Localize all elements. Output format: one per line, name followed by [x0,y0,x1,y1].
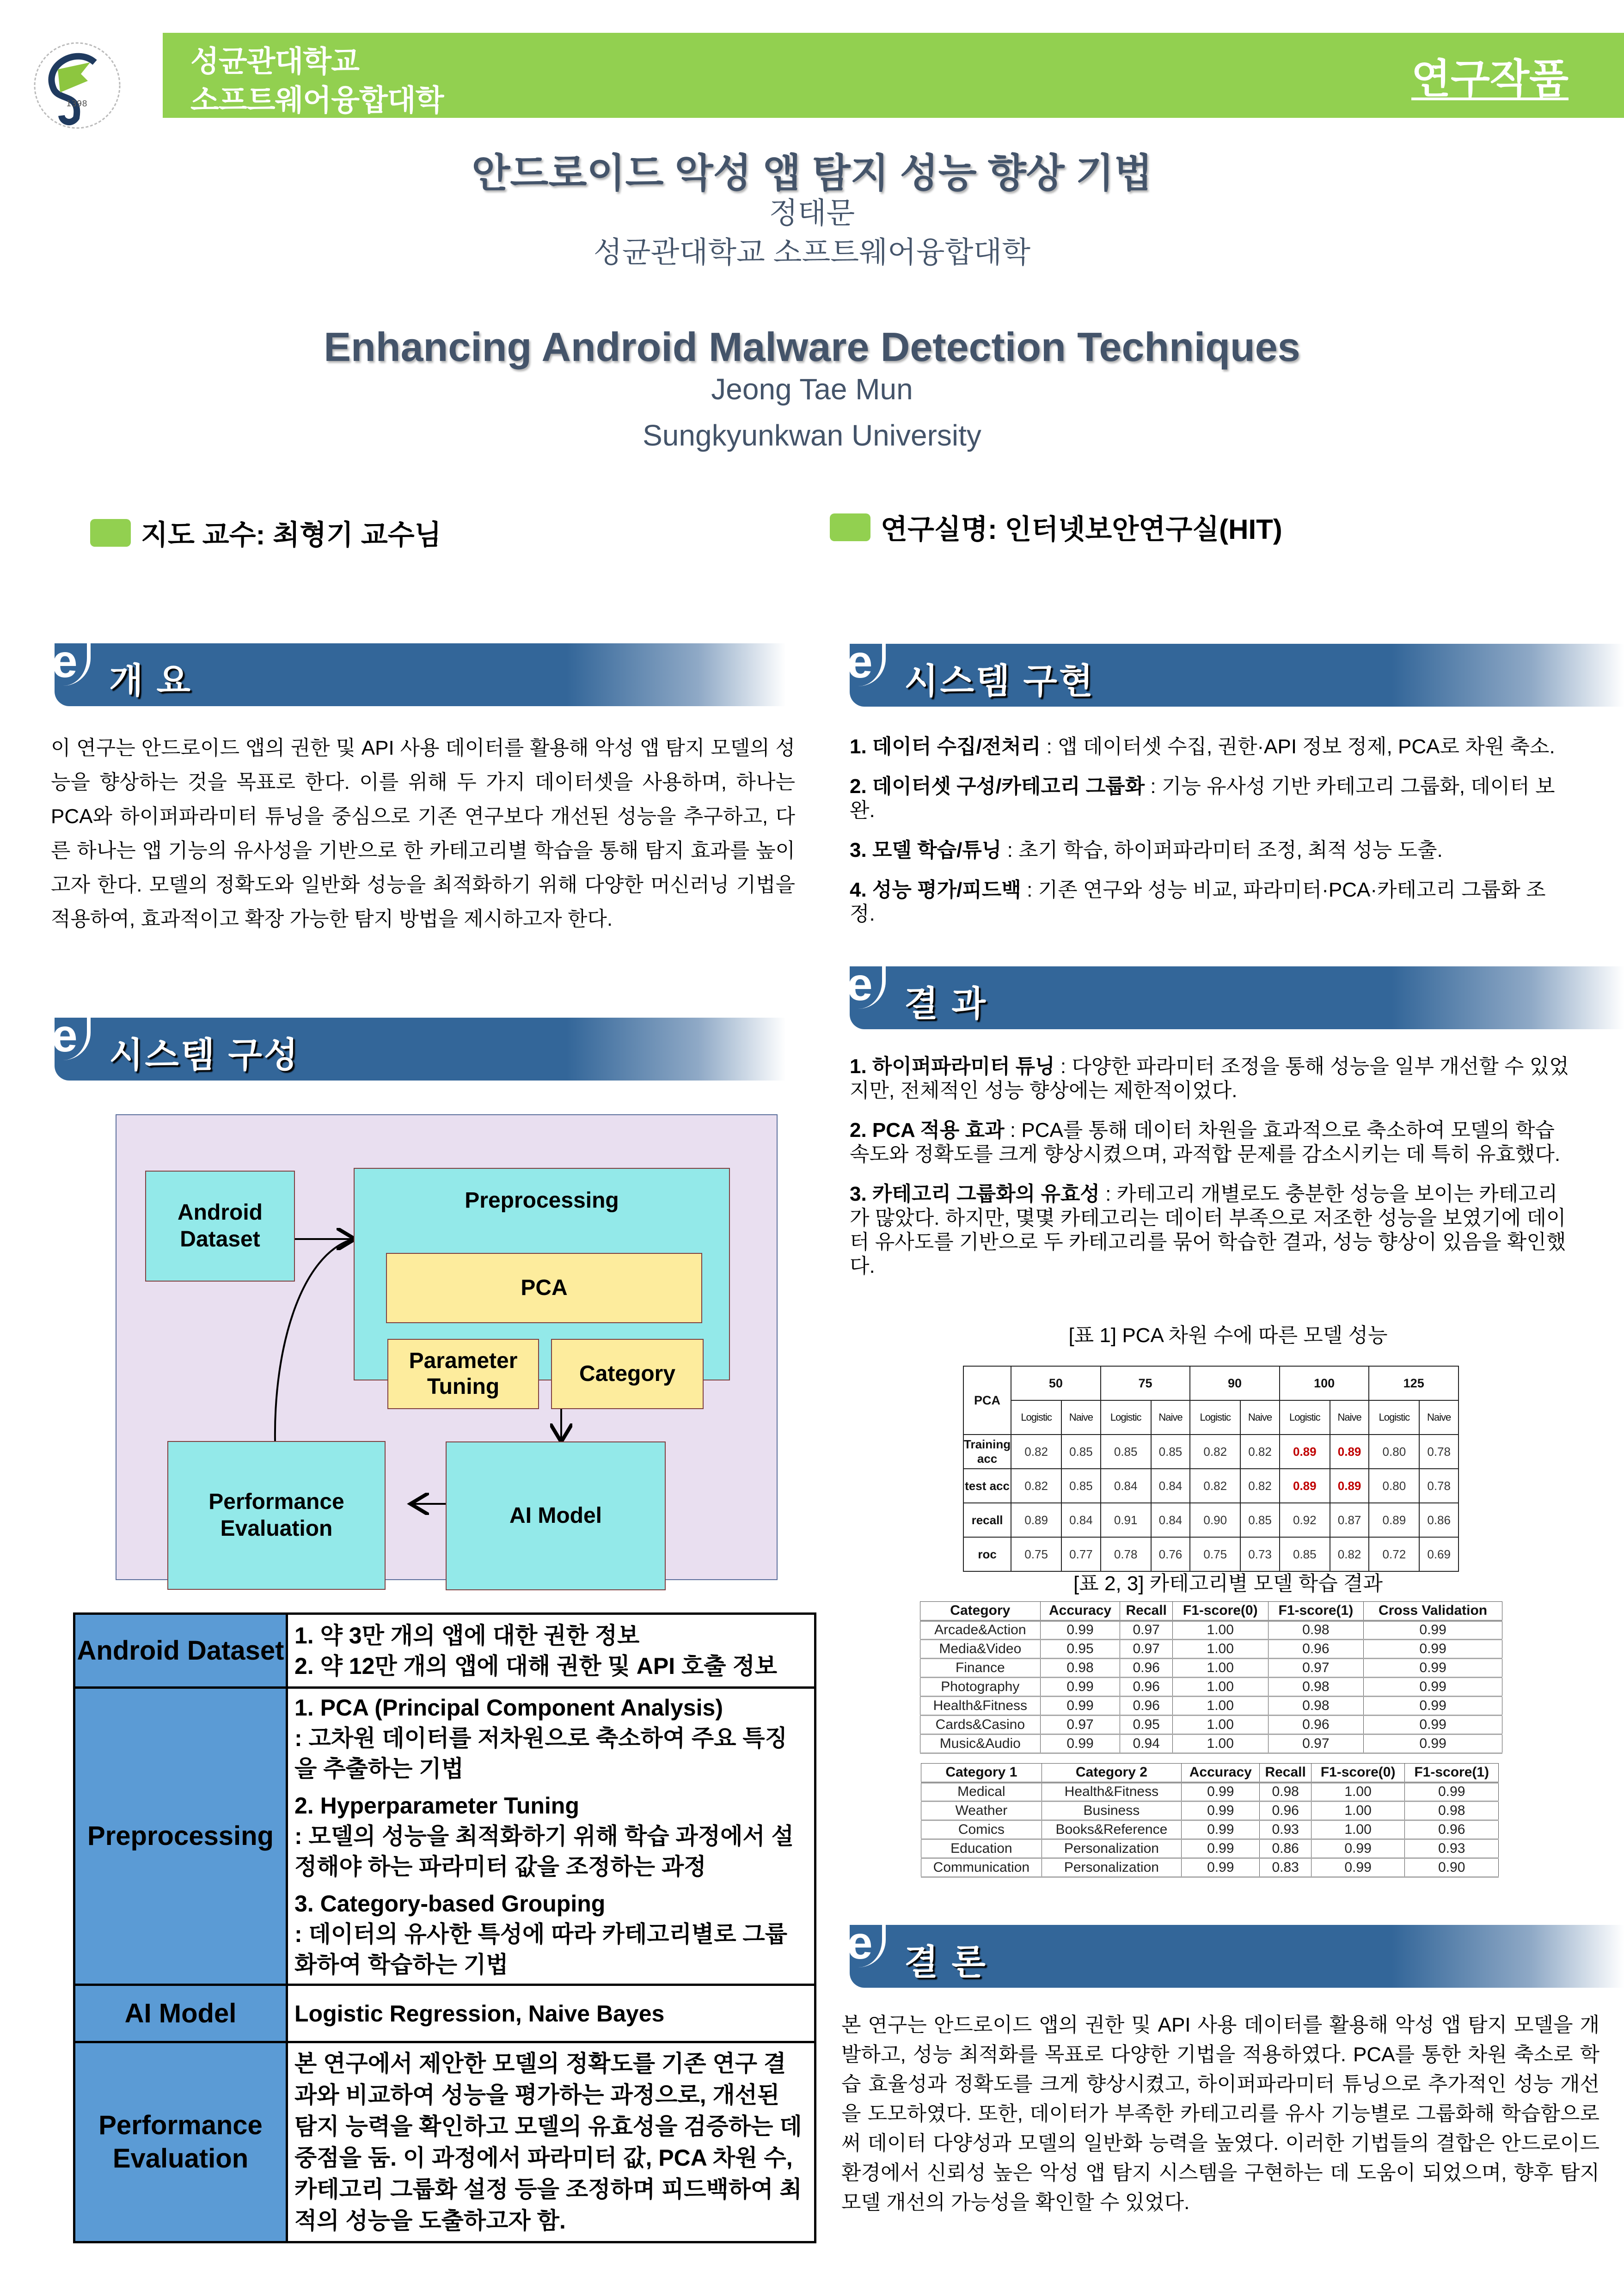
header-banner [163,33,1624,118]
cell: 0.99 [1040,1621,1120,1640]
cell: 0.78 [1419,1469,1459,1503]
cell: 0.82 [1240,1435,1280,1469]
table-row [921,1820,1499,1839]
cell: 0.96 [1120,1697,1173,1716]
row-content: 본 연구에서 제안한 모델의 정확도를 기존 연구 결과와 비교하여 성능을 평가하는 과정으로, 개선된 탐지 능력을 확인하고 모델의 유효성을 검증하는 데 중점을 둠. 이 과정에서 파라미터 값, PCA 차원 수, 카테고리 그룹화 설정 등을 조정하며 피드백하여 최적의 성능을 도출하고자 함. [287,2042,815,2242]
cell: Photography [920,1678,1041,1697]
preprocessing-label: Preprocessing [465,1188,619,1213]
cell: 0.80 [1369,1435,1419,1469]
list-item [850,775,1571,823]
parameter-tuning-box: Parameter Tuning [387,1339,539,1409]
bullet-square-icon [830,513,870,541]
highlight-cell: 0.89 [1280,1435,1330,1469]
table-row [921,1839,1499,1858]
highlight-cell: 0.89 [1330,1469,1369,1503]
cell: 0.98 [1405,1801,1499,1820]
group-header: 50 [1011,1366,1101,1400]
results-list [850,1055,1571,1294]
cell: 0.72 [1369,1537,1419,1571]
lab-info [830,507,1282,547]
cell: 0.85 [1151,1435,1190,1469]
cell: 0.99 [1364,1716,1502,1734]
cell: 0.73 [1240,1537,1280,1571]
cell: Health&Fitness [920,1697,1041,1716]
cell: 1.00 [1311,1783,1405,1801]
row-label: test acc [963,1469,1011,1503]
cell: 0.99 [1364,1621,1502,1640]
cell: 0.82 [1011,1469,1061,1503]
item-head: 2. 데이터셋 구성/카테고리 그룹화 [850,775,1145,798]
table-row [920,1678,1502,1697]
cell: 0.86 [1260,1839,1311,1858]
cell: 0.89 [1011,1503,1061,1537]
cell: 1.00 [1172,1640,1268,1659]
cell: 0.82 [1190,1435,1240,1469]
cell: 0.98 [1268,1697,1364,1716]
cell: 0.97 [1268,1734,1364,1753]
table-row [921,1858,1499,1877]
content-line: : 모델의 성능을 최적화하기 위해 학습 과정에서 설정해야 하는 파라미터 값을 조정하는 과정 [294,1823,794,1880]
group-header: 125 [1369,1366,1459,1400]
cell: Medical [921,1783,1042,1801]
ai-model-box: AI Model [446,1441,666,1590]
cell: 0.99 [1182,1801,1260,1820]
cell: 0.84 [1151,1503,1190,1537]
item-body: : PCA를 통해 데이터 차원을 효과적으로 축소하여 모델의 학습 속도와 정확도를 크게 향상시켰으며, 과적합 문제를 감소시키는 데 특히 유효했다. [850,1119,1561,1166]
group-header: 100 [1280,1366,1369,1400]
cell: 0.96 [1268,1716,1364,1734]
content-line: 1. 약 3만 개의 앱에 대한 권한 정보 [294,1622,640,1649]
table-row [74,1614,815,1688]
cell: Communication [921,1858,1042,1877]
row-content [287,1688,815,1985]
item-body: : 앱 데이터셋 수집, 권한·API 정보 정제, PCA로 차원 축소. [1041,735,1555,758]
item-head: 1. 데이터 수집/전처리 [850,735,1041,758]
corner-header: PCA [963,1366,1011,1435]
section-title: 시스템 구현 [904,662,1095,701]
table-row [920,1640,1502,1659]
cell: 0.98 [1268,1621,1364,1640]
cell: 0.84 [1101,1469,1151,1503]
sub-header: Naive [1419,1400,1459,1435]
item-body: : 기존 연구와 성능 비교, 파라미터·PCA·카테고리 그룹화 조정. [850,879,1546,925]
cell: Finance [920,1659,1041,1678]
table-row [921,1783,1499,1801]
cell: 0.96 [1120,1659,1173,1678]
e-icon: e [52,641,91,686]
e-icon: e [847,965,886,1009]
cell: 0.99 [1364,1659,1502,1678]
cell: 0.93 [1260,1820,1311,1839]
table-row [963,1469,1459,1503]
list-item [850,838,1571,862]
section-title: 시스템 구성 [109,1036,300,1075]
cell: Cards&Casino [920,1716,1041,1734]
cell: 0.85 [1240,1503,1280,1537]
cell: 0.93 [1405,1839,1499,1858]
cell: 0.99 [1364,1734,1502,1753]
row-header: AI Model [74,1985,287,2042]
cell: 0.96 [1405,1820,1499,1839]
cell: 0.99 [1040,1678,1120,1697]
cell: 0.99 [1364,1678,1502,1697]
bullet-square-icon [90,519,131,547]
cell: 0.99 [1311,1858,1405,1877]
cell: Music&Audio [920,1734,1041,1753]
table-header-row [921,1764,1499,1783]
column-header: F1-score(0) [1172,1602,1268,1621]
item-body: : 다양한 파라미터 조정을 통해 성능을 일부 개선할 수 있었지만, 전체적인 성능 향상에는 제한적이었다. [850,1055,1569,1102]
cell: 0.89 [1369,1503,1419,1537]
e-icon: e [847,1923,886,1967]
content-line: 2. 약 12만 개의 앱에 대해 권한 및 API 호출 정보 [294,1653,778,1679]
cell: Arcade&Action [920,1621,1041,1640]
cell: 0.92 [1280,1503,1330,1537]
cell: 0.78 [1419,1435,1459,1469]
column-header: Cross Validation [1364,1602,1502,1621]
cell: 0.83 [1260,1858,1311,1877]
table-header-row [920,1602,1502,1621]
sub-header: Logistic [1011,1400,1061,1435]
item-head: 2. PCA 적용 효과 [850,1119,1005,1142]
cell: 0.90 [1190,1503,1240,1537]
author-korean: 정태문 [769,196,855,230]
cell: 0.90 [1405,1858,1499,1877]
sub-header: Logistic [1369,1400,1419,1435]
lab-label: 연구실명: 인터넷보안연구실(HIT) [881,514,1282,545]
cell: 0.99 [1040,1734,1120,1753]
cell: 0.96 [1268,1640,1364,1659]
cell: 1.00 [1172,1716,1268,1734]
sub-header: Naive [1061,1400,1101,1435]
cell: 0.96 [1260,1801,1311,1820]
cell: 0.85 [1280,1537,1330,1571]
system-diagram [116,1114,778,1580]
cell: 0.85 [1101,1435,1151,1469]
table-row [963,1400,1459,1435]
category-group-table [921,1763,1499,1878]
svg-text:1398: 1398 [66,99,87,109]
row-header: Preprocessing [74,1688,287,1985]
cell: 0.99 [1182,1858,1260,1877]
table23-caption: [표 2, 3] 카테고리별 모델 학습 결과 [1073,1572,1383,1595]
list-item [850,735,1571,759]
cell: 0.99 [1364,1640,1502,1659]
affiliation-english: Sungkyunkwan University [643,419,981,452]
cell: 0.98 [1260,1783,1311,1801]
title-korean: 안드로이드 악성 앱 탐지 성능 향상 기법 [472,151,1152,195]
cell: 0.82 [1011,1435,1061,1469]
pca-box: PCA [386,1253,702,1323]
cell: 0.96 [1120,1678,1173,1697]
cell: 0.97 [1120,1640,1173,1659]
item-head: 3. 카테고리 그룹화의 유효성 [850,1183,1100,1205]
cell: 0.85 [1061,1435,1101,1469]
table-row [963,1537,1459,1571]
cell: Comics [921,1820,1042,1839]
table-row [921,1801,1499,1820]
column-header: Category 1 [921,1764,1042,1783]
category-box: Category [551,1339,704,1409]
cell: 1.00 [1172,1734,1268,1753]
sub-header: Logistic [1190,1400,1240,1435]
column-header: Recall [1260,1764,1311,1783]
cell: 0.75 [1011,1537,1061,1571]
highlight-cell: 0.89 [1330,1435,1369,1469]
architecture-table [73,1612,816,2243]
group-header: 90 [1190,1366,1280,1400]
item-body: : 카테고리 개별로도 충분한 성능을 보이는 카테고리가 많았다. 하지만, 몇몇 카테고리는 데이터 부족으로 저조한 성능을 보였기에 데이터 유사도를 기반으로 두 카테고리를 묶어 학습한 결과, 성능 향상이 있음을 확인했다. [850,1183,1566,1277]
section-title: 개 요 [109,661,192,701]
cell: Business [1042,1801,1181,1820]
cell: 0.97 [1040,1716,1120,1734]
university-logo [25,37,129,134]
list-item [850,1055,1571,1103]
cell: 0.85 [1061,1469,1101,1503]
cell: 1.00 [1172,1678,1268,1697]
advisor-label: 지도 교수: 최형기 교수님 [141,519,441,550]
row-label: Training acc [963,1435,1011,1469]
sub-header: Logistic [1101,1400,1151,1435]
school-line-2: 소프트웨어융합대학 [190,84,444,117]
section-header-conclusion [847,1917,1624,1988]
row-content: Logistic Regression, Naive Bayes [287,1985,815,2042]
table-row [920,1697,1502,1716]
item-head: 1. 하이퍼파라미터 튜닝 [850,1055,1055,1078]
table-row [74,2042,815,2242]
column-header: Category [920,1602,1041,1621]
school-line-1: 성균관대학교 [190,45,359,78]
author-english: Jeong Tae Mun [711,372,913,406]
list-item [850,1118,1571,1166]
title-english: Enhancing Android Malware Detection Techniques [324,324,1300,370]
section-header-results [847,959,1624,1029]
row-header: Performance Evaluation [74,2042,287,2242]
column-header: Category 2 [1042,1764,1181,1783]
list-item [850,1182,1571,1278]
column-header: Accuracy [1040,1602,1120,1621]
school-name [190,42,443,120]
sub-header: Naive [1330,1400,1369,1435]
e-icon: e [52,1016,91,1060]
list-item [850,878,1571,926]
table-row [920,1734,1502,1753]
cell: 0.82 [1240,1469,1280,1503]
section-header-architecture [52,1010,786,1081]
column-header: F1-score(0) [1311,1764,1405,1783]
cell: 0.78 [1101,1537,1151,1571]
content-line: 1. PCA (Principal Component Analysis) [294,1695,723,1721]
advisor-info [90,513,441,553]
row-label: recall [963,1503,1011,1537]
cell: 0.97 [1268,1659,1364,1678]
cell: 0.95 [1120,1716,1173,1734]
column-header: Accuracy [1182,1764,1260,1783]
cell: 1.00 [1311,1820,1405,1839]
cell: 0.99 [1405,1783,1499,1801]
cell: 0.75 [1190,1537,1240,1571]
cell: 0.99 [1364,1697,1502,1716]
item-body: : 기능 유사성 기반 카테고리 그룹화, 데이터 보완. [850,775,1555,822]
section-title: 결 과 [904,984,987,1024]
cell: 0.69 [1419,1537,1459,1571]
cell: Education [921,1839,1042,1858]
cell: Personalization [1042,1858,1181,1877]
item-head: 3. 모델 학습/튜닝 [850,839,1002,861]
highlight-cell: 0.89 [1280,1469,1330,1503]
cell: 0.82 [1190,1469,1240,1503]
cell: 0.99 [1182,1820,1260,1839]
content-line: 3. Category-based Grouping [294,1891,606,1917]
cell: 0.99 [1040,1697,1120,1716]
cell: 0.77 [1061,1537,1101,1571]
cell: 0.98 [1268,1678,1364,1697]
research-badge: 연구작품 [1411,56,1569,102]
affiliation-korean: 성균관대학교 소프트웨어융합대학 [593,236,1031,269]
cell: 1.00 [1172,1659,1268,1678]
cell: 0.82 [1330,1537,1369,1571]
cell: 0.95 [1040,1640,1120,1659]
conclusion-text: 본 연구는 안드로이드 앱의 권한 및 API 사용 데이터를 활용해 악성 앱 탐지 모델을 개발하고, 성능 최적화를 목표로 다양한 기법을 적용하였다. PCA를 통한 차원 축소로 학습 효율성과 정확도를 크게 향상시켰고, 하이퍼파라미터 튜닝으로 추가적인 성능 개선을 도모하였다. 또한, 데이터가 부족한 카테고리를 유사 기능별로 그룹화해 학습함으로써 데이터 다양성과 모델의 일반화 능력을 높였다. 이러한 기법들의 결합은 안드로이드 환경에서 신뢰성 높은 악성 앱 탐지 시스템을 구현하는 데 도움이 되었으며, 향후 탐지 모델 개선의 가능성을 확인할 수 있었다. [841,2014,1599,2214]
content-line: 2. Hyperparameter Tuning [294,1793,579,1819]
cell: 0.84 [1061,1503,1101,1537]
category-table [920,1601,1502,1754]
column-header: Recall [1120,1602,1173,1621]
group-header: 75 [1101,1366,1190,1400]
sub-header: Naive [1240,1400,1280,1435]
cell: Weather [921,1801,1042,1820]
row-content [287,1614,815,1688]
cell: 0.97 [1120,1621,1173,1640]
section-title: 결 론 [904,1943,987,1982]
table-row [963,1435,1459,1469]
column-header: F1-score(1) [1405,1764,1499,1783]
cell: Health&Fitness [1042,1783,1181,1801]
row-label: roc [963,1537,1011,1571]
content-line: : 데이터의 유사한 특성에 따라 카테고리별로 그룹화하여 학습하는 기법 [294,1921,787,1978]
cell: 1.00 [1311,1801,1405,1820]
table-row [74,1688,815,1985]
cell: 0.80 [1369,1469,1419,1503]
cell: 0.91 [1101,1503,1151,1537]
cell: 0.86 [1419,1503,1459,1537]
row-header: Android Dataset [74,1614,287,1688]
cell: 1.00 [1172,1697,1268,1716]
cell: 0.98 [1040,1659,1120,1678]
cell: 0.76 [1151,1537,1190,1571]
e-icon: e [847,642,886,686]
table-row [920,1716,1502,1734]
cell: 0.99 [1182,1783,1260,1801]
cell: Books&Reference [1042,1820,1181,1839]
cell: 0.99 [1182,1839,1260,1858]
table-row [920,1621,1502,1640]
cell: 0.87 [1330,1503,1369,1537]
table-row [963,1503,1459,1537]
pca-table [963,1366,1459,1572]
table1-caption: [표 1] PCA 차원 수에 따른 모델 성능 [1068,1324,1388,1347]
cell: 0.99 [1311,1839,1405,1858]
item-body: : 초기 학습, 하이퍼파라미터 조정, 최적 성능 도출. [1001,839,1443,861]
implementation-list [850,735,1571,942]
performance-evaluation-box: Performance Evaluation [167,1441,386,1590]
table-row [963,1366,1459,1400]
android-dataset-box: Android Dataset [145,1171,295,1282]
section-header-implementation [847,636,1624,707]
sub-header: Logistic [1280,1400,1330,1435]
cell: Personalization [1042,1839,1181,1858]
cell: 1.00 [1172,1621,1268,1640]
table-row [74,1985,815,2042]
overview-text: 이 연구는 안드로이드 앱의 권한 및 API 사용 데이터를 활용해 악성 앱 탐지 모델의 성능을 향상하는 것을 목표로 한다. 이를 위해 두 가지 데이터셋을 사용하며, 하나는 PCA와 하이퍼파라미터 튜닝을 중심으로 기존 연구보다 개선된 성능을 추구하고, 다른 하나는 앱 기능의 유사성을 기반으로 한 카테고리별 학습을 통해 탐지 효과를 높이고자 한다. 모델의 정확도와 일반화 성능을 최적화하기 위해 다양한 머신러닝 기법을 적용하여, 효과적이고 확장 가능한 탐지 방법을 제시하고자 한다. [51,737,795,930]
cell: Media&Video [920,1640,1041,1659]
item-head: 4. 성능 평가/피드백 [850,879,1021,901]
cell: 0.84 [1151,1469,1190,1503]
table-row [920,1659,1502,1678]
content-line: : 고차원 데이터를 저차원으로 축소하여 주요 특징을 추출하는 기법 [294,1725,787,1782]
sub-header: Naive [1151,1400,1190,1435]
column-header: F1-score(1) [1268,1602,1364,1621]
section-header-overview [52,635,786,706]
cell: 0.94 [1120,1734,1173,1753]
